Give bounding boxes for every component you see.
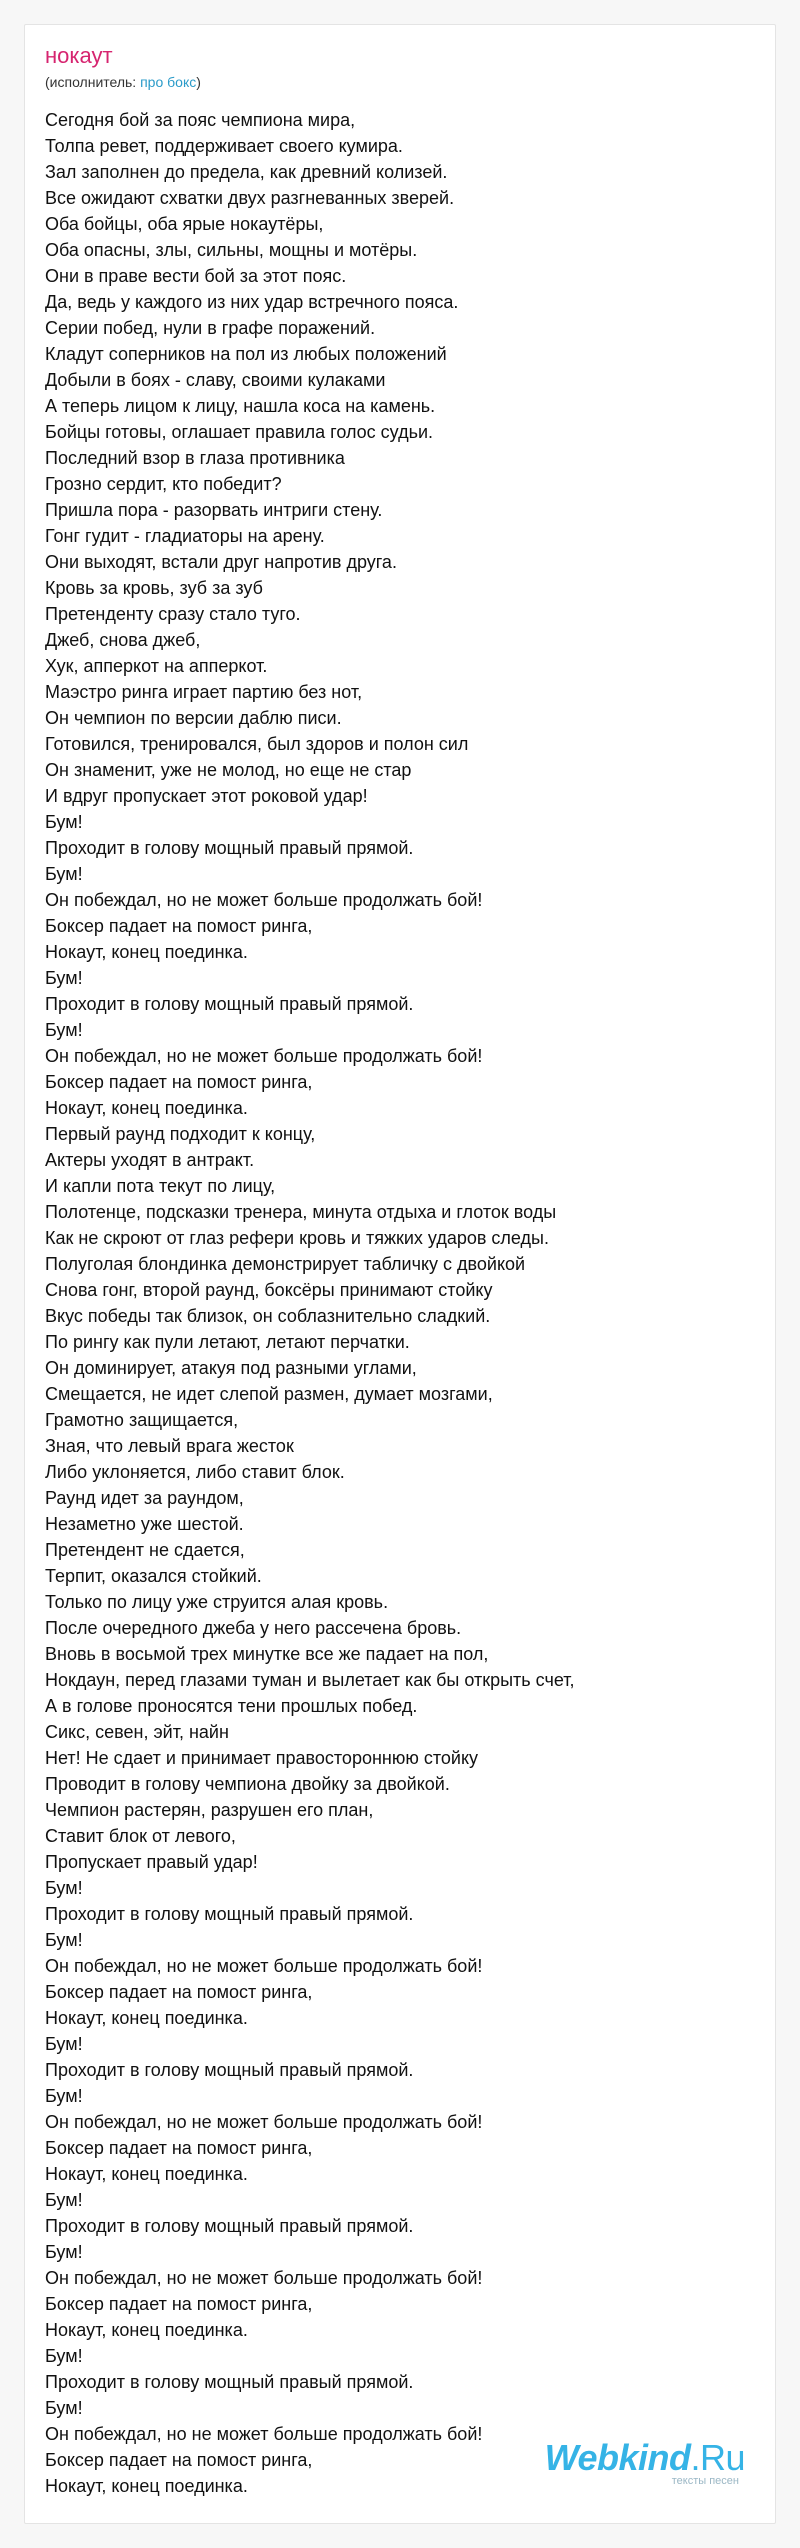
lyric-line: Бум! (45, 1878, 83, 1898)
lyric-line: Либо уклоняется, либо ставит блок. (45, 1462, 345, 1482)
lyric-line: Боксер падает на помост ринга, (45, 2294, 313, 2314)
lyric-line: Пришла пора - разорвать интриги стену. (45, 500, 383, 520)
lyric-line: Бум! (45, 2346, 83, 2366)
lyric-line: Оба опасны, злы, сильны, мощны и мотёры. (45, 240, 418, 260)
lyric-line: Он побеждал, но не может больше продолжать бой! (45, 2424, 483, 2444)
lyric-line: Пропускает правый удар! (45, 1852, 258, 1872)
brand-logo[interactable] (545, 2439, 745, 2487)
brand-wordmark (545, 2439, 745, 2477)
lyric-line: Боксер падает на помост ринга, (45, 1072, 313, 1092)
lyric-line: Только по лицу уже струится алая кровь. (45, 1592, 389, 1612)
lyric-line: Проходит в голову мощный правый прямой. (45, 2372, 414, 2392)
brand-tld: .Ru (690, 2437, 745, 2478)
lyric-line: Боксер падает на помост ринга, (45, 1982, 313, 2002)
lyric-line: Претенденту сразу стало туго. (45, 604, 301, 624)
lyric-line: Добыли в боях - славу, своими кулаками (45, 370, 386, 390)
brand-name: Webkind (544, 2437, 691, 2478)
lyric-line: Оба бойцы, оба ярые нокаутёры, (45, 214, 324, 234)
lyric-line: Бум! (45, 2242, 83, 2262)
lyric-line: Нокаут, конец поединка. (45, 2164, 248, 2184)
lyric-line: Раунд идет за раундом, (45, 1488, 244, 1508)
lyric-line: Бум! (45, 1930, 83, 1950)
lyric-line: Грамотно защищается, (45, 1410, 239, 1430)
lyric-line: Чемпион растерян, разрушен его план, (45, 1800, 374, 1820)
brand-tagline: тексты песен (671, 2475, 739, 2487)
lyric-line: Все ожидают схватки двух разгневанных зверей. (45, 188, 455, 208)
lyric-line: А в голове проносятся тени прошлых побед. (45, 1696, 418, 1716)
lyric-line: Как не скроют от глаз рефери кровь и тяжких ударов следы. (45, 1228, 549, 1248)
lyric-line: Джеб, снова джеб, (45, 630, 201, 650)
lyric-line: Нокаут, конец поединка. (45, 1098, 248, 1118)
lyric-line: Они выходят, встали друг напротив друга. (45, 552, 397, 572)
artist-line (45, 73, 201, 91)
lyric-line: Хук, апперкот на апперкот. (45, 656, 268, 676)
lyric-line: Полуголая блондинка демонстрирует табличку с двойкой (45, 1254, 526, 1274)
lyric-line: И вдруг пропускает этот роковой удар! (45, 786, 368, 806)
lyric-line: Актеры уходят в антракт. (45, 1150, 255, 1170)
lyric-line: Проходит в голову мощный правый прямой. (45, 994, 414, 1014)
lyric-line: Бум! (45, 2190, 83, 2210)
lyric-line: Да, ведь у каждого из них удар встречного пояса. (45, 292, 459, 312)
lyric-line: После очередного джеба у него рассечена бровь. (45, 1618, 462, 1638)
lyric-line: Проходит в голову мощный правый прямой. (45, 838, 414, 858)
lyrics-card (24, 24, 776, 2524)
lyric-line: Последний взор в глаза противника (45, 448, 345, 468)
lyric-line: Нокдаун, перед глазами туман и вылетает как бы открыть счет, (45, 1670, 575, 1690)
lyric-line: Он побеждал, но не может больше продолжать бой! (45, 2268, 483, 2288)
lyric-line: Боксер падает на помост ринга, (45, 916, 313, 936)
lyric-line: Нокаут, конец поединка. (45, 2476, 248, 2496)
lyric-line: Они в праве вести бой за этот пояс. (45, 266, 347, 286)
lyric-line: Нокаут, конец поединка. (45, 942, 248, 962)
lyric-line: Вновь в восьмой трех минутке все же падает на пол, (45, 1644, 489, 1664)
lyric-line: Бум! (45, 968, 83, 988)
lyric-line: Боксер падает на помост ринга, (45, 2450, 313, 2470)
lyric-line: Ставит блок от левого, (45, 1826, 236, 1846)
lyric-line: Готовился, тренировался, был здоров и полон сил (45, 734, 469, 754)
lyric-line: Бум! (45, 2086, 83, 2106)
lyric-line: Он побеждал, но не может больше продолжать бой! (45, 2112, 483, 2132)
lyric-line: Бойцы готовы, оглашает правила голос судьи. (45, 422, 434, 442)
lyric-line: Полотенце, подсказки тренера, минута отдыха и глоток воды (45, 1202, 557, 1222)
lyric-line: Снова гонг, второй раунд, боксёры принимают стойку (45, 1280, 493, 1300)
lyric-line: Первый раунд подходит к концу, (45, 1124, 316, 1144)
lyric-line: Нокаут, конец поединка. (45, 2320, 248, 2340)
lyric-line: Зная, что левый врага жесток (45, 1436, 294, 1456)
lyrics-body (45, 107, 757, 2499)
lyric-line: Нокаут, конец поединка. (45, 2008, 248, 2028)
lyric-line: Бум! (45, 1020, 83, 1040)
lyric-line: Он чемпион по версии даблю писи. (45, 708, 342, 728)
artist-prefix: (исполнитель: (45, 74, 141, 90)
lyric-line: Он побеждал, но не может больше продолжать бой! (45, 1956, 483, 1976)
lyric-line: По рингу как пули летают, летают перчатки. (45, 1332, 410, 1352)
lyric-line: Вкус победы так близок, он соблазнительно сладкий. (45, 1306, 491, 1326)
lyric-line: Грозно сердит, кто победит? (45, 474, 282, 494)
lyric-line: Бум! (45, 812, 83, 832)
song-title: нокаут (45, 43, 113, 68)
lyric-line: Серии побед, нули в графе поражений. (45, 318, 376, 338)
lyric-line: Проходит в голову мощный правый прямой. (45, 2216, 414, 2236)
artist-suffix: ) (196, 74, 201, 90)
lyric-line: Кладут соперников на пол из любых положений (45, 344, 447, 364)
lyric-line: И капли пота текут по лицу, (45, 1176, 276, 1196)
artist-link[interactable]: про бокс (140, 74, 197, 90)
lyric-line: Сикс, севен, эйт, найн (45, 1722, 229, 1742)
lyric-line: Боксер падает на помост ринга, (45, 2138, 313, 2158)
lyric-line: А теперь лицом к лицу, нашла коса на камень. (45, 396, 436, 416)
lyric-line: Маэстро ринга играет партию без нот, (45, 682, 363, 702)
lyric-line: Зал заполнен до предела, как древний колизей. (45, 162, 448, 182)
lyric-line: Он побеждал, но не может больше продолжать бой! (45, 890, 483, 910)
lyric-line: Проводит в голову чемпиона двойку за двойкой. (45, 1774, 450, 1794)
lyric-line: Толпа ревет, поддерживает своего кумира. (45, 136, 403, 156)
lyric-line: Проходит в голову мощный правый прямой. (45, 1904, 414, 1924)
lyric-line: Он знаменит, уже не молод, но еще не стар (45, 760, 412, 780)
lyric-line: Бум! (45, 864, 83, 884)
lyric-line: Нет! Не сдает и принимает правостороннюю стойку (45, 1748, 479, 1768)
lyric-line: Бум! (45, 2034, 83, 2054)
lyric-line: Претендент не сдается, (45, 1540, 245, 1560)
lyric-line: Терпит, оказался стойкий. (45, 1566, 262, 1586)
lyric-line: Он побеждал, но не может больше продолжать бой! (45, 1046, 483, 1066)
lyric-line: Он доминирует, атакуя под разными углами, (45, 1358, 417, 1378)
lyric-line: Гонг гудит - гладиаторы на арену. (45, 526, 325, 546)
lyric-line: Бум! (45, 2398, 83, 2418)
lyric-line: Сегодня бой за пояс чемпиона мира, (45, 110, 356, 130)
lyric-line: Незаметно уже шестой. (45, 1514, 244, 1534)
lyric-line: Проходит в голову мощный правый прямой. (45, 2060, 414, 2080)
lyric-line: Кровь за кровь, зуб за зуб (45, 578, 263, 598)
lyric-line: Смещается, не идет слепой размен, думает мозгами, (45, 1384, 493, 1404)
